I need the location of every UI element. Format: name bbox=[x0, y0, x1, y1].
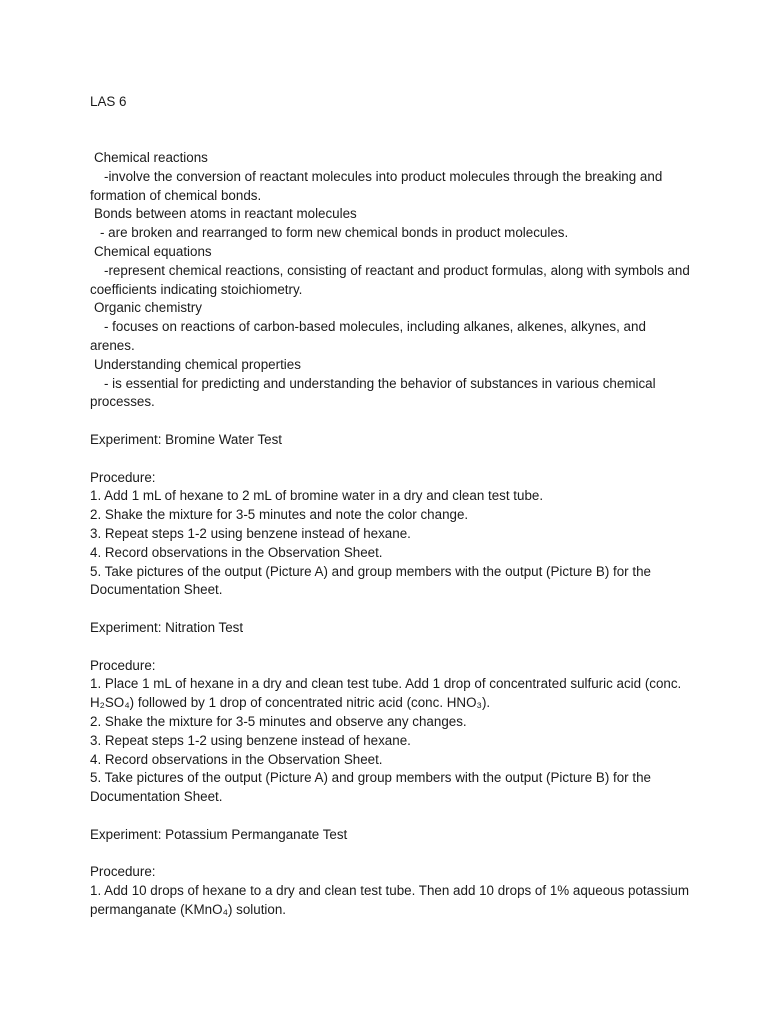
concept-term: Bonds between atoms in reactant molecules bbox=[94, 206, 357, 222]
procedure-label: Procedure: bbox=[90, 864, 156, 880]
experiment-nitration bbox=[90, 619, 690, 807]
document-body bbox=[90, 149, 690, 920]
procedure-step: 4. Record observations in the Observation Sheet. bbox=[90, 751, 383, 767]
concept-definition: -involve the conversion of reactant molecules into product molecules through the breaking and formation of chemical bonds. bbox=[90, 168, 663, 203]
spacer bbox=[90, 807, 690, 826]
experiment-potassium-permanganate bbox=[90, 826, 690, 920]
document-title: LAS 6 bbox=[90, 94, 127, 109]
concept-term: Understanding chemical properties bbox=[94, 356, 301, 372]
procedure-step: 2. Shake the mixture for 3-5 minutes and observe any changes. bbox=[90, 713, 467, 729]
procedure-step: 5. Take pictures of the output (Picture A) and group members with the output (Picture B) for the Documentation Sheet. bbox=[90, 563, 651, 598]
concept-definition: -represent chemical reactions, consisting of reactant and product formulas, along with symbols and coefficients indicating stoichiometry. bbox=[90, 262, 690, 297]
procedure-label: Procedure: bbox=[90, 469, 156, 485]
spacer bbox=[90, 412, 690, 431]
concept-term: Chemical reactions bbox=[94, 150, 208, 165]
concept-term: Chemical equations bbox=[94, 243, 212, 259]
procedure-step: 1. Add 10 drops of hexane to a dry and clean test tube. Then add 10 drops of 1% aqueous potassium permanganate (KMnO₄) solution. bbox=[90, 883, 690, 917]
spacer bbox=[90, 600, 690, 619]
procedure-step: 4. Record observations in the Observation Sheet. bbox=[90, 544, 383, 560]
procedure-step: 3. Repeat steps 1-2 using benzene instead of hexane. bbox=[90, 525, 411, 541]
experiment-bromine-water bbox=[90, 431, 690, 600]
experiment-title: Experiment: Potassium Permanganate Test bbox=[90, 826, 348, 842]
procedure-step: 1. Place 1 mL of hexane in a dry and clean test tube. Add 1 drop of concentrated sulfuric acid (conc. H₂SO₄) followed by 1 drop of concentrated nitric acid (conc. HNO₃). bbox=[90, 676, 682, 711]
experiment-title: Experiment: Bromine Water Test bbox=[90, 431, 282, 447]
concepts-section bbox=[90, 149, 690, 412]
procedure-step: 3. Repeat steps 1-2 using benzene instead of hexane. bbox=[90, 732, 411, 748]
concept-definition: - are broken and rearranged to form new chemical bonds in product molecules. bbox=[100, 225, 569, 241]
concept-definition: - focuses on reactions of carbon-based molecules, including alkanes, alkenes, alkynes, and arenes. bbox=[90, 319, 646, 353]
spacer bbox=[90, 844, 690, 863]
procedure-step: 2. Shake the mixture for 3-5 minutes and note the color change. bbox=[90, 507, 469, 523]
procedure-label: Procedure: bbox=[90, 657, 156, 673]
procedure-step: 5. Take pictures of the output (Picture A) and group members with the output (Picture B) for the Documentation Sheet. bbox=[90, 770, 651, 805]
experiment-title: Experiment: Nitration Test bbox=[90, 619, 244, 635]
spacer bbox=[90, 450, 690, 469]
concept-term: Organic chemistry bbox=[94, 300, 202, 316]
procedure-step: 1. Add 1 mL of hexane to 2 mL of bromine water in a dry and clean test tube. bbox=[90, 488, 544, 504]
concept-definition: - is essential for predicting and understanding the behavior of substances in various chemical processes. bbox=[90, 375, 656, 410]
spacer bbox=[90, 638, 690, 657]
